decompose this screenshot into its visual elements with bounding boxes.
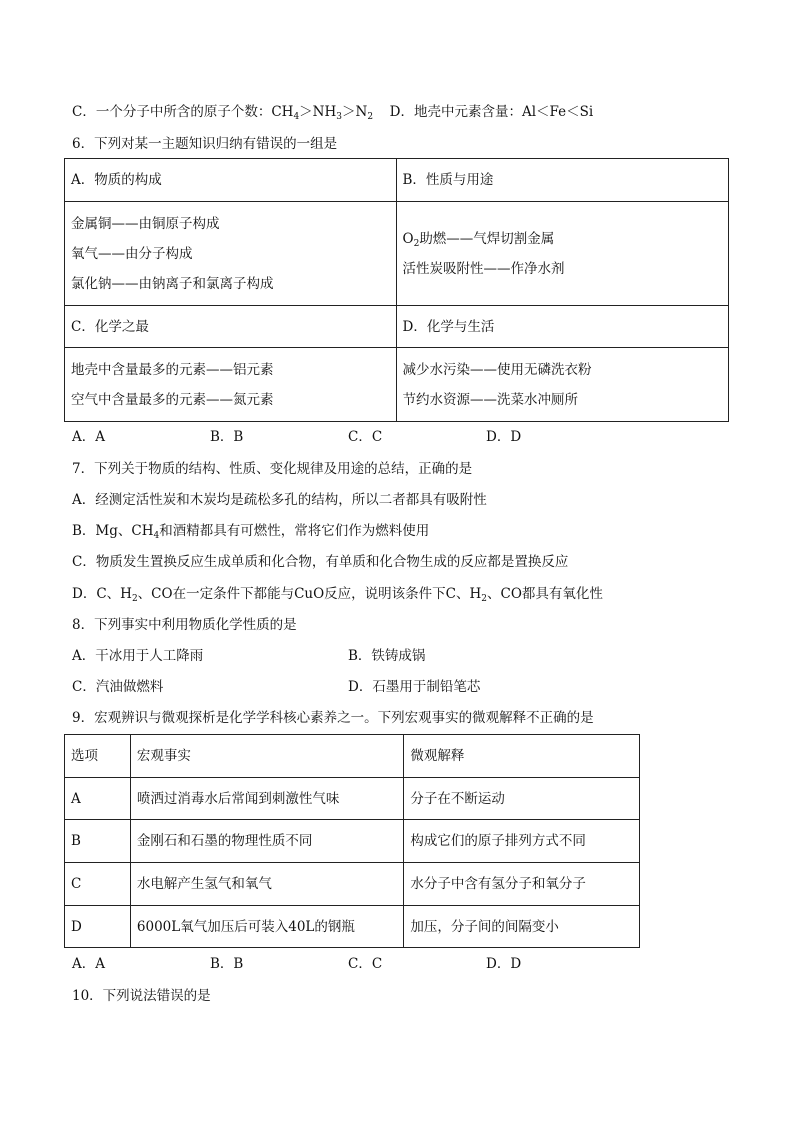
table-row: A 喷洒过消毒水后常闻到刺激性气味 分子在不断运动 <box>65 778 640 820</box>
q6-stem: 6．下列对某一主题知识归纳有错误的一组是 <box>72 136 338 152</box>
q7-option-b[interactable]: B．Mg、$CH_4$和酒精都具有可燃性，常将它们作为燃料使用 <box>72 523 430 541</box>
q6-cell-b-body: $O_2$助燃——气焊切割金属 活性炭吸附性——作净水剂 <box>396 202 729 306</box>
q9-option-a[interactable]: A．A <box>72 956 105 972</box>
q6-cell-a-head: A．物质的构成 <box>65 159 397 202</box>
q8-option-c[interactable]: C．汽油做燃料 <box>72 679 164 695</box>
q5-options-cd <box>72 103 593 121</box>
q6-cell-b-head: B．性质与用途 <box>396 159 729 202</box>
q7-option-c[interactable]: C．物质发生置换反应生成单质和化合物，有单质和化合物生成的反应都是置换反应 <box>72 554 569 570</box>
q6-option-c[interactable]: C．C <box>348 429 383 445</box>
table-row: D 6000L氧气加压后可装入40L的钢瓶 加压，分子间的间隔变小 <box>65 906 640 948</box>
q6-cell-d-body: 减少水污染——使用无磷洗衣粉 节约水资源——洗菜水冲厕所 <box>396 348 729 422</box>
q8-option-b[interactable]: B．铁铸成锅 <box>348 648 426 664</box>
q9-header-explanation: 微观解释 <box>404 735 640 778</box>
q6-option-a[interactable]: A．A <box>72 429 105 445</box>
q6-option-b[interactable]: B．B <box>210 429 244 445</box>
q9-option-b[interactable]: B．B <box>210 956 244 972</box>
table-row: B 金刚石和石墨的物理性质不同 构成它们的原子排列方式不同 <box>65 820 640 863</box>
q6-cell-a-body: 金属铜——由铜原子构成 氧气——由分子构成 氯化钠——由钠离子和氯离子构成 <box>65 202 397 306</box>
q7-option-d[interactable]: D．C、$H_2$、CO在一定条件下都能与CuO反应，说明该条件下C、$H_2$、CO都具有氧化性 <box>72 586 603 604</box>
q9-option-d[interactable]: D．D <box>486 956 522 972</box>
q6-table <box>64 158 729 422</box>
q9-table <box>64 734 640 948</box>
q9-header-fact: 宏观事实 <box>130 735 404 778</box>
q8-stem: 8．下列事实中利用物质化学性质的是 <box>72 617 297 633</box>
q9-header-option: 选项 <box>65 735 131 778</box>
q6-option-d[interactable]: D．D <box>486 429 522 445</box>
q5-option-c: C．一个分子中所含的原子个数：$CH_4>NH_3>N_2$ <box>72 104 374 122</box>
q8-option-d[interactable]: D．石墨用于制铅笔芯 <box>348 679 481 695</box>
q8-options-ab <box>72 647 425 665</box>
q9-stem: 9．宏观辨识与微观探析是化学学科核心素养之一。下列宏观事实的微观解释不正确的是 <box>72 710 594 726</box>
q8-option-a[interactable]: A．干冰用于人工降雨 <box>72 648 204 664</box>
q6-cell-c-head: C．化学之最 <box>65 306 397 348</box>
q6-cell-d-head: D．化学与生活 <box>396 306 729 348</box>
q9-header-row <box>65 735 640 778</box>
table-row: C 水电解产生氢气和氧气 水分子中含有氢分子和氧分子 <box>65 863 640 906</box>
q7-option-a[interactable]: A．经测定活性炭和木炭均是疏松多孔的结构，所以二者都具有吸附性 <box>72 492 487 508</box>
q9-option-c[interactable]: C．C <box>348 956 383 972</box>
q10-stem: 10．下列说法错误的是 <box>72 988 211 1004</box>
q6-options <box>72 428 521 446</box>
q5-option-d: D．地壳中元素含量：Al＜Fe＜Si <box>389 104 594 120</box>
q6-cell-c-body: 地壳中含量最多的元素——铝元素 空气中含量最多的元素——氮元素 <box>65 348 397 422</box>
q8-options-cd <box>72 678 480 696</box>
q9-options <box>72 955 521 973</box>
q7-stem: 7．下列关于物质的结构、性质、变化规律及用途的总结，正确的是 <box>72 461 473 477</box>
